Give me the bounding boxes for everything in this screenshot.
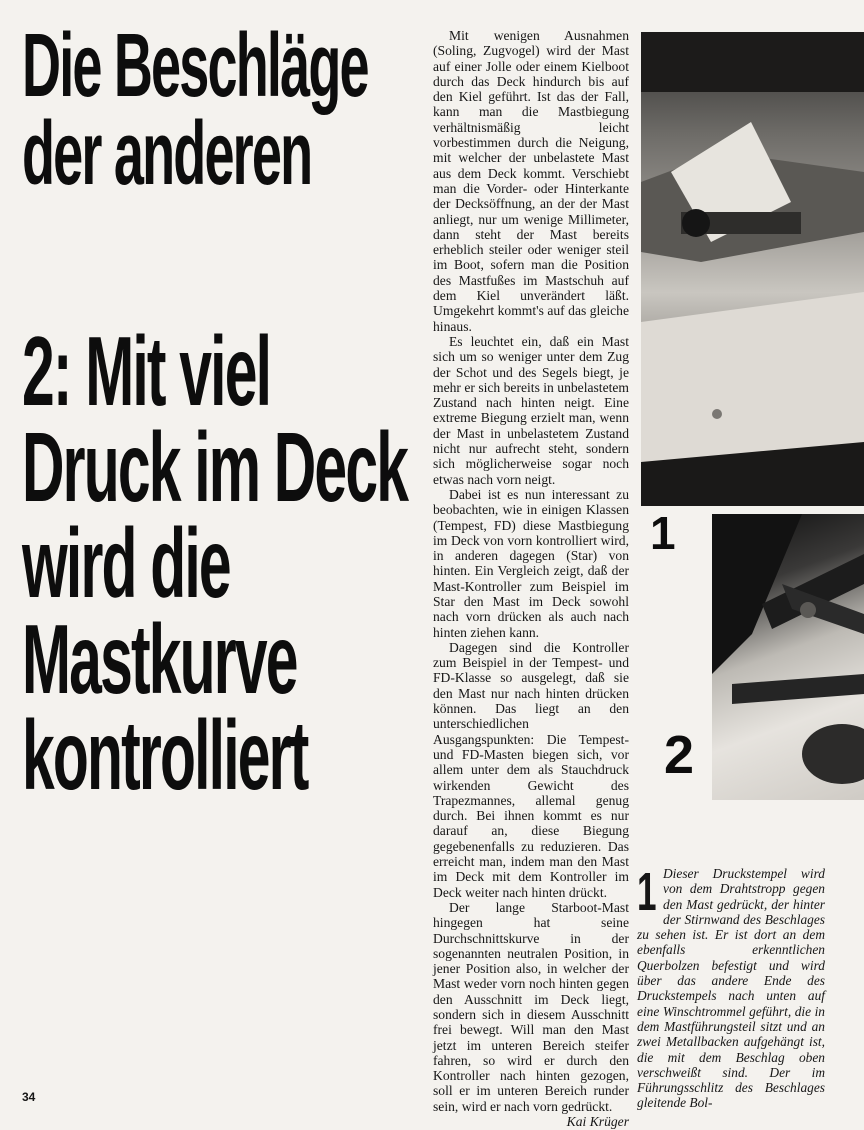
headline-title-line: Die Beschläge: [22, 16, 368, 116]
headline-subtitle: [22, 316, 408, 810]
article-paragraph: Es leuchtet ein, daß ein Mast sich um so weniger unter dem Zug der Schot und des Segels biegt, je mehr er sich bereits in unbelastetem Zustand nach hinten neigt. Eine extreme Biegung erzielt man, wenn der Mast in unbelastetem Zustand nicht nur aufrecht steht, sondern sich möglicherweise sogar noch etwas nach vorn neigt.: [433, 333, 629, 487]
caption-text: Dieser Druckstempel wird von dem Drahtstropp gegen den Mast gedrückt, der hinter der Stirnwand des Beschlages zu sehen ist. Er ist dort an dem ebenfalls erkenntlichen Querbolzen befestigt und wird über das andere Ende des Druckstempels nach unten auf eine Winschtrommel geführt, die in dem Mastführungsteil sitzt und an zwei Metallbacken aufgehängt ist, die mit dem Beschlag oben verschweißt sind. Der im Führungsschlitz des Beschlages gleitende Bol-: [637, 866, 825, 1111]
headline-subtitle-line: wird die: [22, 508, 230, 618]
page-number: 34: [22, 1090, 36, 1104]
headline-title-line: der anderen: [22, 104, 312, 204]
article-paragraph: Dabei ist es nun interessant zu beobachten, wie in einigen Klassen (Tempest, FD) diese Mastbiegung im Deck von vorn kontrolliert wird, in anderen dagegen (Star) von hinten. Ein Vergleich zeigt, daß der Mast-Kontroller zum Beispiel im Star den Mast im Deck sowohl nach vorn drücken als auch nach hinten ziehen kann.: [433, 486, 629, 640]
photo-mast-fitting-1: [641, 32, 864, 506]
article-body: [433, 28, 629, 1129]
article-paragraph: Der lange Starboot-Mast hingegen hat seine Durchschnittskurve in der sogenannten neutralen Position, in jener Position also, in welcher der Mast weder vorn noch hinten gegen den Ausschnitt im Deck liegt, sondern sich in diesem Ausschnitt frei bewegt. Will man den Mast jetzt im unteren Bereich steifer fahren, so wird er durch den Kontroller nach hinten gezogen, soll er im unteren Bereich runder sein, wird er nach vorn gedrückt.: [433, 899, 629, 1114]
photo-1-illustration: [641, 32, 864, 506]
headline-subtitle-line: Mastkurve: [22, 604, 297, 714]
headline-title: [22, 16, 368, 204]
article-paragraph: Mit wenigen Ausnahmen (Soling, Zugvogel) wird der Mast auf einer Jolle oder einem Kielboot durch das Deck hindurch bis auf den Kiel geführt. Ist das der Fall, kann man die Mastbiegung verhältnismäßig leicht vorbestimmen durch die Neigung, mit welcher der unbelastete Mast aus dem Deck kommt. Verschiebt man die Vorder- oder Hinterkante der Decksöffnung, an der der Mast anliegt, nur um wenige Millimeter, dann steht der Mast bereits erheblich steiler oder weniger steil im Boot, sofern man die Position des Mastfußes im Mastschuh auf dem Kiel unverändert läßt. Umgekehrt kommt's auf das gleiche hinaus.: [433, 28, 629, 334]
article-paragraph: Dagegen sind die Kontroller zum Beispiel in der Tempest- und FD-Klasse so ausgelegt, daß sie den Mast nur nach hinten drücken können. Das liegt an den unterschiedlichen Ausgangspunkten: Die Tempest- und FD-Masten biegen sich, vor allem unter dem als Stauchdruck wirkenden Gewicht des Trapezmannes, allemal genug durch. Bei ihnen kommt es nur darauf an, diese Biegung gegebenenfalls zu reduzieren. Das erreicht man, indem man den Mast im Deck mit dem Kontroller im Deck weiter nach hinten drückt.: [433, 639, 629, 900]
photo-mast-fitting-2: [712, 514, 864, 800]
photo-2-illustration: [712, 514, 864, 800]
figure-number-2: 2: [664, 725, 695, 785]
figure-number-1: 1: [650, 507, 676, 559]
caption-number: 1: [637, 862, 657, 922]
article-author: Kai Krüger: [566, 1114, 629, 1130]
headline-subtitle-line: Druck im Deck: [22, 412, 408, 522]
photo-caption: [637, 862, 825, 1111]
headline-subtitle-line: kontrolliert: [22, 700, 308, 810]
headline-subtitle-line: 2: Mit viel: [22, 316, 271, 426]
